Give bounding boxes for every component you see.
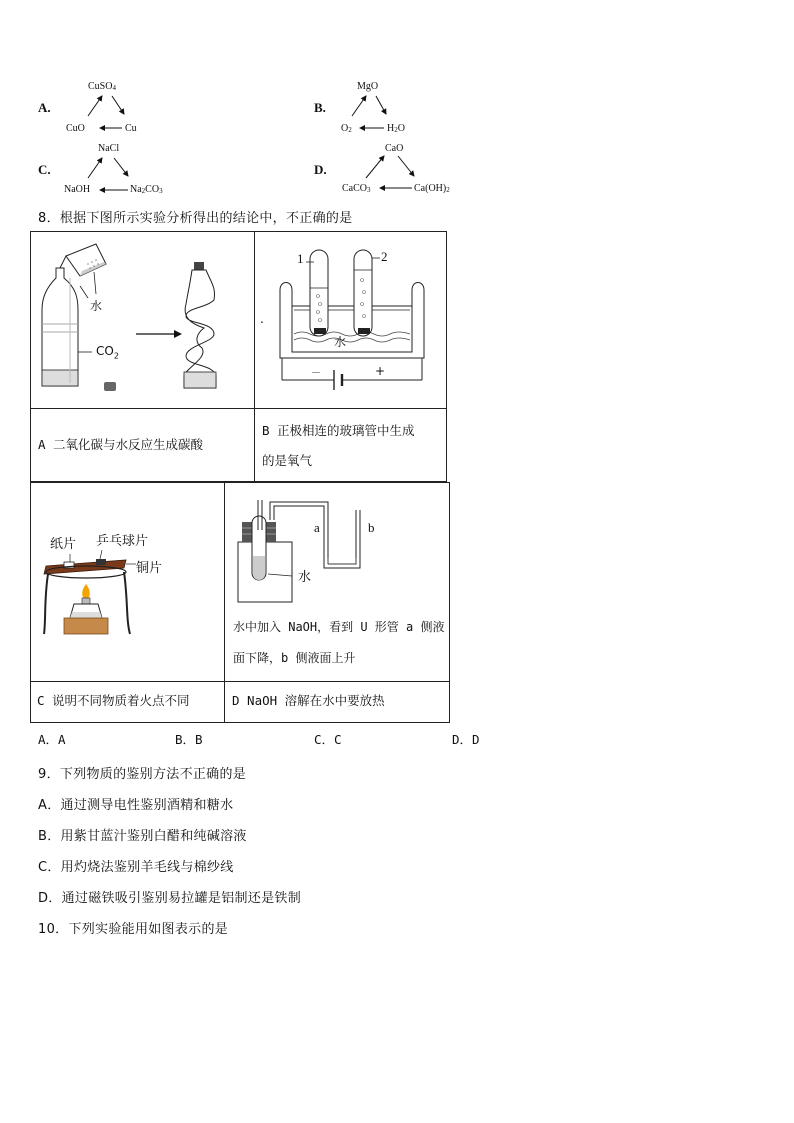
option-letter: A. xyxy=(38,100,51,115)
q9-option-a[interactable]: A．通过测导电性鉴别酒精和糖水 xyxy=(38,798,234,813)
question-10-stem: 10．下列实验能用如图表示的是 xyxy=(38,922,229,937)
label-copper: 铜片 xyxy=(136,561,163,576)
label-water: 水 xyxy=(90,299,103,313)
option-letter: D. xyxy=(314,162,327,177)
electrolysis-figure xyxy=(262,240,442,400)
label-minus: － xyxy=(311,368,321,379)
q9-option-c[interactable]: C．用灼烧法鉴别羊毛线与棉纱线 xyxy=(38,860,234,875)
q9-option-d[interactable]: D．通过磁铁吸引鉴别易拉罐是铝制还是铁制 xyxy=(38,891,302,906)
compound-left: $O_2$ xyxy=(341,123,352,134)
label-co2: $CO_2$ xyxy=(96,344,119,361)
compound-right: $H_2O$ xyxy=(387,123,405,134)
answer-option-a[interactable]: A．A xyxy=(38,732,66,747)
label-a: a xyxy=(314,520,320,535)
stray-dot: . xyxy=(260,312,264,326)
option-letter: B. xyxy=(314,100,326,115)
label-paper: 纸片 xyxy=(50,537,77,552)
answer-option-c[interactable]: C．C xyxy=(314,732,342,747)
cycle-arrows xyxy=(60,80,150,140)
caption-b-line1: B 正极相连的玻璃管中生成 xyxy=(262,423,415,438)
table-divider xyxy=(254,231,255,482)
question-8-stem: 8．根据下图所示实验分析得出的结论中，不正确的是 xyxy=(38,211,353,226)
table-divider xyxy=(30,408,447,409)
table-divider xyxy=(30,681,450,682)
caption-b-line2: 的是氧气 xyxy=(262,453,313,468)
label-plus: + xyxy=(375,364,386,378)
caption-d: D NaOH 溶解在水中要放热 xyxy=(232,693,385,708)
compound-right: $Ca(OH)_2$ xyxy=(414,183,450,194)
compound-top: MgO xyxy=(357,81,379,92)
q9-option-b[interactable]: B．用紫甘蓝汁鉴别白醋和纯碱溶液 xyxy=(38,829,247,844)
answer-option-d[interactable]: D．D xyxy=(452,732,480,747)
answer-option-b[interactable]: B．B xyxy=(175,732,203,747)
label-tube-1: 1 xyxy=(297,251,304,266)
compound-left: NaOH xyxy=(64,184,91,195)
u-tube-figure xyxy=(232,490,402,610)
caption-c: C 说明不同物质着火点不同 xyxy=(37,693,190,708)
ignition-point-figure xyxy=(40,540,180,640)
compound-top: CuSO$_4$ xyxy=(88,81,116,92)
compound-left: CaCO$_3$ xyxy=(342,183,371,194)
cycle-arrows xyxy=(340,142,440,202)
caption-a: A 二氧化碳与水反应生成碳酸 xyxy=(38,437,204,452)
compound-left: CuO xyxy=(66,123,85,134)
question-9-stem: 9．下列物质的鉴别方法不正确的是 xyxy=(38,767,247,782)
label-pingpong: 乒乓球片 xyxy=(96,534,149,549)
compound-top: NaCl xyxy=(98,143,120,154)
label-b: b xyxy=(368,520,375,535)
label-water: 水 xyxy=(334,335,347,349)
compound-top: CaO xyxy=(385,143,404,154)
compound-right: $Na_2CO_3$ xyxy=(130,184,163,195)
cycle-arrows xyxy=(336,80,426,140)
label-tube-2: 2 xyxy=(381,249,388,264)
table-divider xyxy=(224,482,225,723)
co2-bottle-figure xyxy=(36,238,250,402)
cycle-arrows xyxy=(60,142,160,202)
label-water: 水 xyxy=(298,570,312,585)
description-d-line2: 面下降，b 侧液面上升 xyxy=(233,651,356,665)
option-letter: C. xyxy=(38,162,51,177)
description-d-line1: 水中加入 NaOH，看到 U 形管 a 侧液 xyxy=(233,620,445,634)
compound-right: Cu xyxy=(125,123,137,134)
